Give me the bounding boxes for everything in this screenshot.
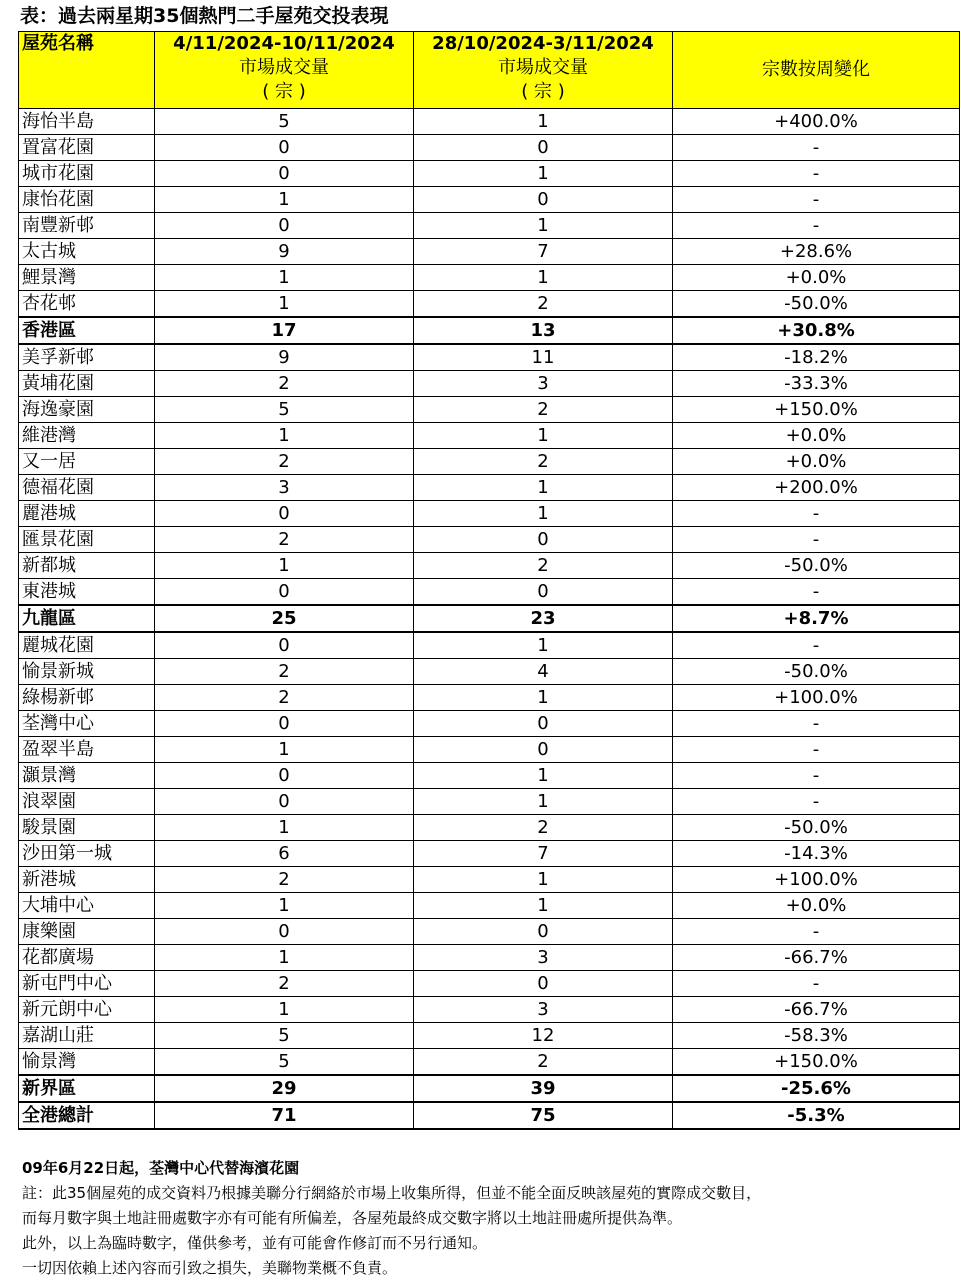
- estate-name-cell: 又一居: [19, 449, 155, 475]
- previous-volume-cell: 1: [414, 763, 673, 789]
- previous-volume-cell: 0: [414, 135, 673, 161]
- current-volume-cell: 0: [155, 161, 414, 187]
- previous-volume-cell: 1: [414, 161, 673, 187]
- estate-name-cell: 海逸豪園: [19, 397, 155, 423]
- header-period-current: [155, 32, 414, 109]
- table-row-total: [19, 1102, 960, 1129]
- previous-volume-cell: 0: [414, 919, 673, 945]
- previous-volume-cell: 0: [414, 187, 673, 213]
- current-volume-cell: 71: [155, 1102, 414, 1129]
- header-estate-name: 屋苑名稱: [19, 32, 155, 109]
- estate-name-cell: 康樂園: [19, 919, 155, 945]
- table-row: [19, 711, 960, 737]
- weekly-change-cell: -25.6%: [673, 1075, 960, 1102]
- previous-volume-cell: 1: [414, 109, 673, 135]
- table-row: [19, 161, 960, 187]
- footnote-title: 09年6月22日起，荃灣中心代替海濱花園: [22, 1159, 300, 1177]
- estate-name-cell: 綠楊新邨: [19, 685, 155, 711]
- weekly-change-cell: -5.3%: [673, 1102, 960, 1129]
- previous-volume-cell: 7: [414, 841, 673, 867]
- previous-volume-cell: 1: [414, 475, 673, 501]
- previous-volume-cell: 1: [414, 789, 673, 815]
- estate-name-cell: 東港城: [19, 579, 155, 606]
- previous-volume-cell: 39: [414, 1075, 673, 1102]
- previous-volume-cell: 1: [414, 632, 673, 659]
- previous-volume-cell: 7: [414, 239, 673, 265]
- table-row: [19, 1049, 960, 1076]
- estate-name-cell: 愉景新城: [19, 659, 155, 685]
- estate-name-cell: 鯉景灣: [19, 265, 155, 291]
- previous-volume-cell: 0: [414, 971, 673, 997]
- weekly-change-cell: +200.0%: [673, 475, 960, 501]
- estate-name-cell: 嘉湖山莊: [19, 1023, 155, 1049]
- estate-name-cell: 海怡半島: [19, 109, 155, 135]
- weekly-change-cell: -50.0%: [673, 553, 960, 579]
- previous-volume-cell: 11: [414, 344, 673, 371]
- weekly-change-cell: +0.0%: [673, 893, 960, 919]
- weekly-change-cell: -: [673, 527, 960, 553]
- weekly-change-cell: -18.2%: [673, 344, 960, 371]
- current-volume-cell: 9: [155, 344, 414, 371]
- current-volume-cell: 1: [155, 997, 414, 1023]
- weekly-change-cell: -50.0%: [673, 291, 960, 318]
- estate-name-cell: 大埔中心: [19, 893, 155, 919]
- weekly-change-cell: +150.0%: [673, 1049, 960, 1076]
- table-row: [19, 867, 960, 893]
- weekly-change-cell: -66.7%: [673, 945, 960, 971]
- estate-name-cell: 新港城: [19, 867, 155, 893]
- estate-name-cell: 置富花園: [19, 135, 155, 161]
- header-weekly-change-label: 宗數按周變化: [762, 59, 870, 80]
- estate-name-cell: 城市花園: [19, 161, 155, 187]
- estate-name-cell: 全港總計: [19, 1102, 155, 1129]
- current-volume-cell: 0: [155, 135, 414, 161]
- table-row: [19, 815, 960, 841]
- footnote-line: 此外，以上為臨時數字，僅供參考，並有可能會作修訂而不另行通知。: [22, 1234, 488, 1252]
- previous-volume-cell: 12: [414, 1023, 673, 1049]
- current-volume-cell: 6: [155, 841, 414, 867]
- current-volume-cell: 1: [155, 815, 414, 841]
- table-row-total: [19, 605, 960, 632]
- previous-volume-cell: 3: [414, 945, 673, 971]
- table-row: [19, 1023, 960, 1049]
- header-unit-label: ( 宗 ): [262, 81, 306, 102]
- weekly-change-cell: -: [673, 763, 960, 789]
- weekly-change-cell: -: [673, 187, 960, 213]
- previous-volume-cell: 1: [414, 265, 673, 291]
- table-row: [19, 945, 960, 971]
- header-period-previous: [414, 32, 673, 109]
- current-volume-cell: 2: [155, 659, 414, 685]
- current-volume-cell: 0: [155, 213, 414, 239]
- previous-volume-cell: 13: [414, 317, 673, 344]
- estate-name-cell: 麗城花園: [19, 632, 155, 659]
- estate-name-cell: 沙田第一城: [19, 841, 155, 867]
- current-volume-cell: 5: [155, 397, 414, 423]
- current-volume-cell: 0: [155, 919, 414, 945]
- header-volume-label: 市場成交量: [239, 57, 329, 78]
- weekly-change-cell: -50.0%: [673, 659, 960, 685]
- table-row: [19, 475, 960, 501]
- current-volume-cell: 2: [155, 685, 414, 711]
- table-row: [19, 291, 960, 318]
- header-period-current-dates: 4/11/2024-10/11/2024: [173, 33, 395, 54]
- current-volume-cell: 1: [155, 265, 414, 291]
- table-row: [19, 371, 960, 397]
- current-volume-cell: 5: [155, 1049, 414, 1076]
- table-row-total: [19, 1075, 960, 1102]
- previous-volume-cell: 1: [414, 423, 673, 449]
- weekly-change-cell: -: [673, 737, 960, 763]
- current-volume-cell: 2: [155, 971, 414, 997]
- weekly-change-cell: -: [673, 632, 960, 659]
- header-unit-label: ( 宗 ): [521, 81, 565, 102]
- estate-name-cell: 美孚新邨: [19, 344, 155, 371]
- current-volume-cell: 1: [155, 187, 414, 213]
- current-volume-cell: 29: [155, 1075, 414, 1102]
- header-weekly-change: [673, 32, 960, 109]
- current-volume-cell: 2: [155, 527, 414, 553]
- table-row: [19, 423, 960, 449]
- table-row: [19, 632, 960, 659]
- previous-volume-cell: 1: [414, 213, 673, 239]
- table-row: [19, 501, 960, 527]
- previous-volume-cell: 2: [414, 291, 673, 318]
- estate-name-cell: 杏花邨: [19, 291, 155, 318]
- previous-volume-cell: 75: [414, 1102, 673, 1129]
- weekly-change-cell: +150.0%: [673, 397, 960, 423]
- current-volume-cell: 3: [155, 475, 414, 501]
- current-volume-cell: 5: [155, 1023, 414, 1049]
- table-row: [19, 109, 960, 135]
- estate-name-cell: 盈翠半島: [19, 737, 155, 763]
- weekly-change-cell: -33.3%: [673, 371, 960, 397]
- current-volume-cell: 0: [155, 711, 414, 737]
- table-row: [19, 737, 960, 763]
- estate-name-cell: 九龍區: [19, 605, 155, 632]
- estate-name-cell: 新元朗中心: [19, 997, 155, 1023]
- page-title: 表：過去兩星期35個熱門二手屋苑交投表現: [20, 5, 389, 27]
- weekly-change-cell: -: [673, 789, 960, 815]
- weekly-change-cell: +8.7%: [673, 605, 960, 632]
- header-volume-label: 市場成交量: [498, 57, 588, 78]
- previous-volume-cell: 0: [414, 711, 673, 737]
- previous-volume-cell: 3: [414, 997, 673, 1023]
- previous-volume-cell: 1: [414, 501, 673, 527]
- table-row: [19, 135, 960, 161]
- table-row: [19, 527, 960, 553]
- table-row: [19, 893, 960, 919]
- previous-volume-cell: 0: [414, 737, 673, 763]
- current-volume-cell: 2: [155, 449, 414, 475]
- previous-volume-cell: 2: [414, 815, 673, 841]
- weekly-change-cell: -: [673, 501, 960, 527]
- table-row: [19, 841, 960, 867]
- footnote-line: 而每月數字與土地註冊處數字亦有可能有所偏差，各屋苑最終成交數字將以土地註冊處所提供為準。: [22, 1209, 683, 1227]
- estate-name-cell: 德福花園: [19, 475, 155, 501]
- weekly-change-cell: +0.0%: [673, 423, 960, 449]
- previous-volume-cell: 1: [414, 685, 673, 711]
- current-volume-cell: 2: [155, 371, 414, 397]
- previous-volume-cell: 2: [414, 1049, 673, 1076]
- weekly-change-cell: -: [673, 579, 960, 606]
- estate-name-cell: 維港灣: [19, 423, 155, 449]
- current-volume-cell: 9: [155, 239, 414, 265]
- current-volume-cell: 25: [155, 605, 414, 632]
- weekly-change-cell: +100.0%: [673, 867, 960, 893]
- table-row: [19, 553, 960, 579]
- estate-name-cell: 太古城: [19, 239, 155, 265]
- table-row: [19, 919, 960, 945]
- weekly-change-cell: +100.0%: [673, 685, 960, 711]
- previous-volume-cell: 2: [414, 397, 673, 423]
- weekly-change-cell: -58.3%: [673, 1023, 960, 1049]
- previous-volume-cell: 23: [414, 605, 673, 632]
- current-volume-cell: 1: [155, 291, 414, 318]
- weekly-change-cell: +30.8%: [673, 317, 960, 344]
- previous-volume-cell: 1: [414, 893, 673, 919]
- current-volume-cell: 0: [155, 789, 414, 815]
- weekly-change-cell: -: [673, 161, 960, 187]
- previous-volume-cell: 0: [414, 527, 673, 553]
- estate-name-cell: 駿景園: [19, 815, 155, 841]
- current-volume-cell: 1: [155, 423, 414, 449]
- weekly-change-cell: -14.3%: [673, 841, 960, 867]
- footnotes: [22, 1156, 962, 1281]
- weekly-change-cell: -66.7%: [673, 997, 960, 1023]
- table-row: [19, 187, 960, 213]
- weekly-change-cell: +0.0%: [673, 449, 960, 475]
- footnote-line: 一切因依賴上述內容而引致之損失，美聯物業概不負責。: [22, 1259, 398, 1277]
- table-row: [19, 659, 960, 685]
- current-volume-cell: 0: [155, 632, 414, 659]
- estate-name-cell: 新屯門中心: [19, 971, 155, 997]
- current-volume-cell: 0: [155, 501, 414, 527]
- table-header-row: [19, 32, 960, 109]
- transactions-table: [18, 31, 960, 1130]
- weekly-change-cell: -: [673, 213, 960, 239]
- previous-volume-cell: 2: [414, 449, 673, 475]
- current-volume-cell: 1: [155, 737, 414, 763]
- table-row: [19, 265, 960, 291]
- estate-name-cell: 灝景灣: [19, 763, 155, 789]
- estate-name-cell: 浪翠園: [19, 789, 155, 815]
- table-row: [19, 971, 960, 997]
- estate-name-cell: 康怡花園: [19, 187, 155, 213]
- previous-volume-cell: 0: [414, 579, 673, 606]
- estate-name-cell: 荃灣中心: [19, 711, 155, 737]
- table-row: [19, 789, 960, 815]
- estate-name-cell: 麗港城: [19, 501, 155, 527]
- weekly-change-cell: -: [673, 971, 960, 997]
- current-volume-cell: 5: [155, 109, 414, 135]
- table-row: [19, 239, 960, 265]
- weekly-change-cell: +0.0%: [673, 265, 960, 291]
- table-row: [19, 397, 960, 423]
- table-row-total: [19, 317, 960, 344]
- current-volume-cell: 2: [155, 867, 414, 893]
- table-row: [19, 997, 960, 1023]
- current-volume-cell: 1: [155, 893, 414, 919]
- current-volume-cell: 1: [155, 945, 414, 971]
- table-row: [19, 763, 960, 789]
- estate-name-cell: 南豐新邨: [19, 213, 155, 239]
- estate-name-cell: 花都廣場: [19, 945, 155, 971]
- weekly-change-cell: +28.6%: [673, 239, 960, 265]
- weekly-change-cell: -: [673, 135, 960, 161]
- estate-name-cell: 匯景花園: [19, 527, 155, 553]
- current-volume-cell: 17: [155, 317, 414, 344]
- current-volume-cell: 0: [155, 763, 414, 789]
- header-period-previous-dates: 28/10/2024-3/11/2024: [432, 33, 654, 54]
- current-volume-cell: 1: [155, 553, 414, 579]
- footnote-line: 註：此35個屋苑的成交資料乃根據美聯分行網絡於市場上收集所得，但並不能全面反映該屋苑的實際成交數目，: [22, 1184, 762, 1202]
- previous-volume-cell: 3: [414, 371, 673, 397]
- estate-name-cell: 香港區: [19, 317, 155, 344]
- weekly-change-cell: -: [673, 919, 960, 945]
- table-row: [19, 685, 960, 711]
- table-row: [19, 213, 960, 239]
- estate-name-cell: 新都城: [19, 553, 155, 579]
- weekly-change-cell: +400.0%: [673, 109, 960, 135]
- table-row: [19, 449, 960, 475]
- estate-name-cell: 新界區: [19, 1075, 155, 1102]
- previous-volume-cell: 4: [414, 659, 673, 685]
- weekly-change-cell: -50.0%: [673, 815, 960, 841]
- estate-name-cell: 愉景灣: [19, 1049, 155, 1076]
- table-row: [19, 344, 960, 371]
- current-volume-cell: 0: [155, 579, 414, 606]
- table-row: [19, 579, 960, 606]
- estate-name-cell: 黃埔花園: [19, 371, 155, 397]
- weekly-change-cell: -: [673, 711, 960, 737]
- previous-volume-cell: 2: [414, 553, 673, 579]
- previous-volume-cell: 1: [414, 867, 673, 893]
